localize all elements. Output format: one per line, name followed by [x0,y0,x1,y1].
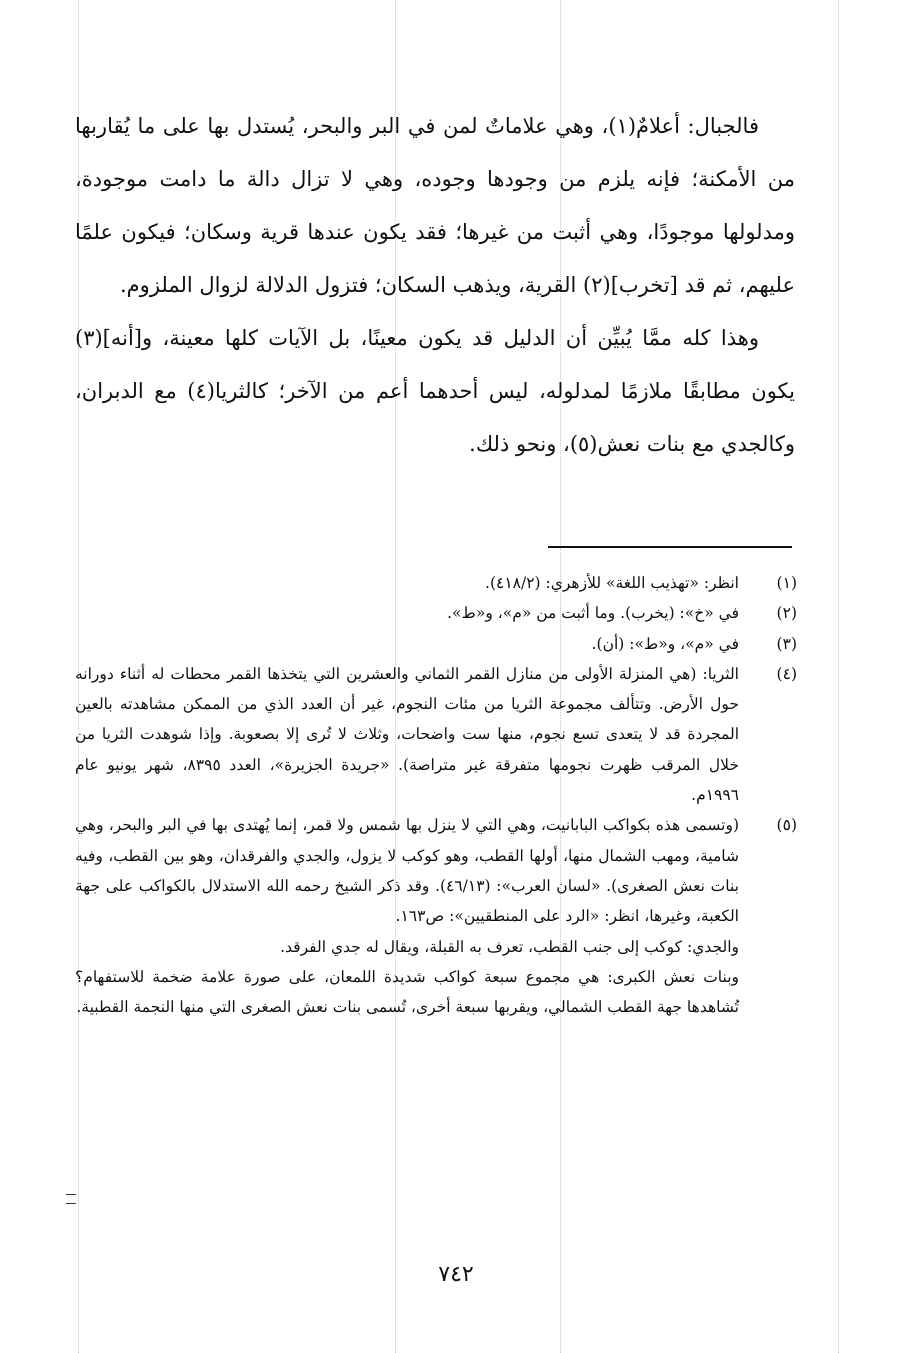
footnote [75,568,797,598]
paragraph: فالجبال: أعلامٌ(١)، وهي علاماتٌ لمن في البر والبحر، يُستدل بها على ما يُقاربها من الأمكنة؛ فإنه يلزم من وجودها وجوده، وهي لا تزال دالة ما دامت موجودة، ومدلولها موجودًا، وهي أثبت من غيرها؛ فقد يكون عندها قرية وسكان؛ فيكون علمًا عليهم، ثم قد [تخرب](٢) القرية، ويذهب السكان؛ فتزول الدلالة لزوال الملزوم. [75,114,795,297]
paragraph: وهذا كله ممَّا يُبيِّن أن الدليل قد يكون معينًا، بل الآيات كلها معينة، و[أنه](٣) يكون مطابقًا ملازمًا لمدلوله، ليس أحدهما أعم من الآخر؛ كالثريا(٤) مع الدبران، وكالجدي مع بنات نعش(٥)، ونحو ذلك. [75,326,795,456]
footnote-continuation: وبنات نعش الكبرى: هي مجموع سبعة كواكب شديدة اللمعان، على صورة علامة ضخمة للاستفهام؟ تُشاهدها جهة القطب الشمالي، ويقربها سبعة أخرى، تُسمى بنات نعش الصغرى التي منها النجمة القطبية. [75,967,739,1017]
margin-mark [66,1194,76,1204]
footnote-number: (٢) [776,604,797,623]
footnote [75,598,797,628]
footnote [75,659,797,810]
footnote-text: في «خ»: (يخرب). وما أثبت من «م»، و«ط». [447,604,739,623]
footnote-divider [548,546,792,548]
footnote-text: في «م»، و«ط»: (أن). [591,634,739,653]
footnote-number: (٤) [776,664,797,683]
footnote-continuation: والجدي: كوكب إلى جنب القطب، تعرف به القبلة، ويقال له جدي الفرقد. [280,937,739,956]
footnote-text: انظر: «تهذيب اللغة» للأزهري: (٤١٨/٢). [485,574,739,592]
footnote-number: (٥) [776,816,797,835]
scan-artifact-line [838,0,839,1353]
main-text [75,100,795,471]
footnote-number: (١) [776,574,797,592]
footnotes [75,568,797,1022]
footnote-text: (وتسمى هذه بكواكب البابانيت، وهي التي لا ينزل بها شمس ولا قمر، إنما يُهتدى بها في البر والبحر، وهي شامية، ومهب الشمال منها، أولها القطب، وهو كوكب لا يزول، والجدي والفرقدان، وهو بين القطب، وفيه بنات نعش الصغرى). «لسان العرب»: (٤٦/١٣). وقد ذكر الشيخ رحمه الله الاستدلال بالكواكب على جهة الكعبة، وغيرها، انظر: «الرد على المنطقيين»: ص١٦٣. [75,816,739,926]
footnote-number: (٣) [776,634,797,653]
footnote [75,810,797,931]
footnote-text: الثريا: (هي المنزلة الأولى من منازل القمر الثماني والعشرين التي يتخذها القمر محطات له أثناء دورانه حول الأرض. وتتألف مجموعة الثريا من مئات النجوم، غير أن العدد الذي من الممكن مشاهدته بالعين المجردة قد لا يتعدى تسع نجوم، منها ست واضحات، وثلاث لا تُرى إلا بصعوبة. وإذا شوهدت الثريا من خلال المرقب ظهرت نجومها متفرقة غير متراصة). «جريدة الجزيرة»، العدد ٨٣٩٥، شهر يونيو عام ١٩٩٦م. [75,664,739,805]
page-number: ٧٤٢ [438,1262,474,1287]
footnote [75,629,797,659]
